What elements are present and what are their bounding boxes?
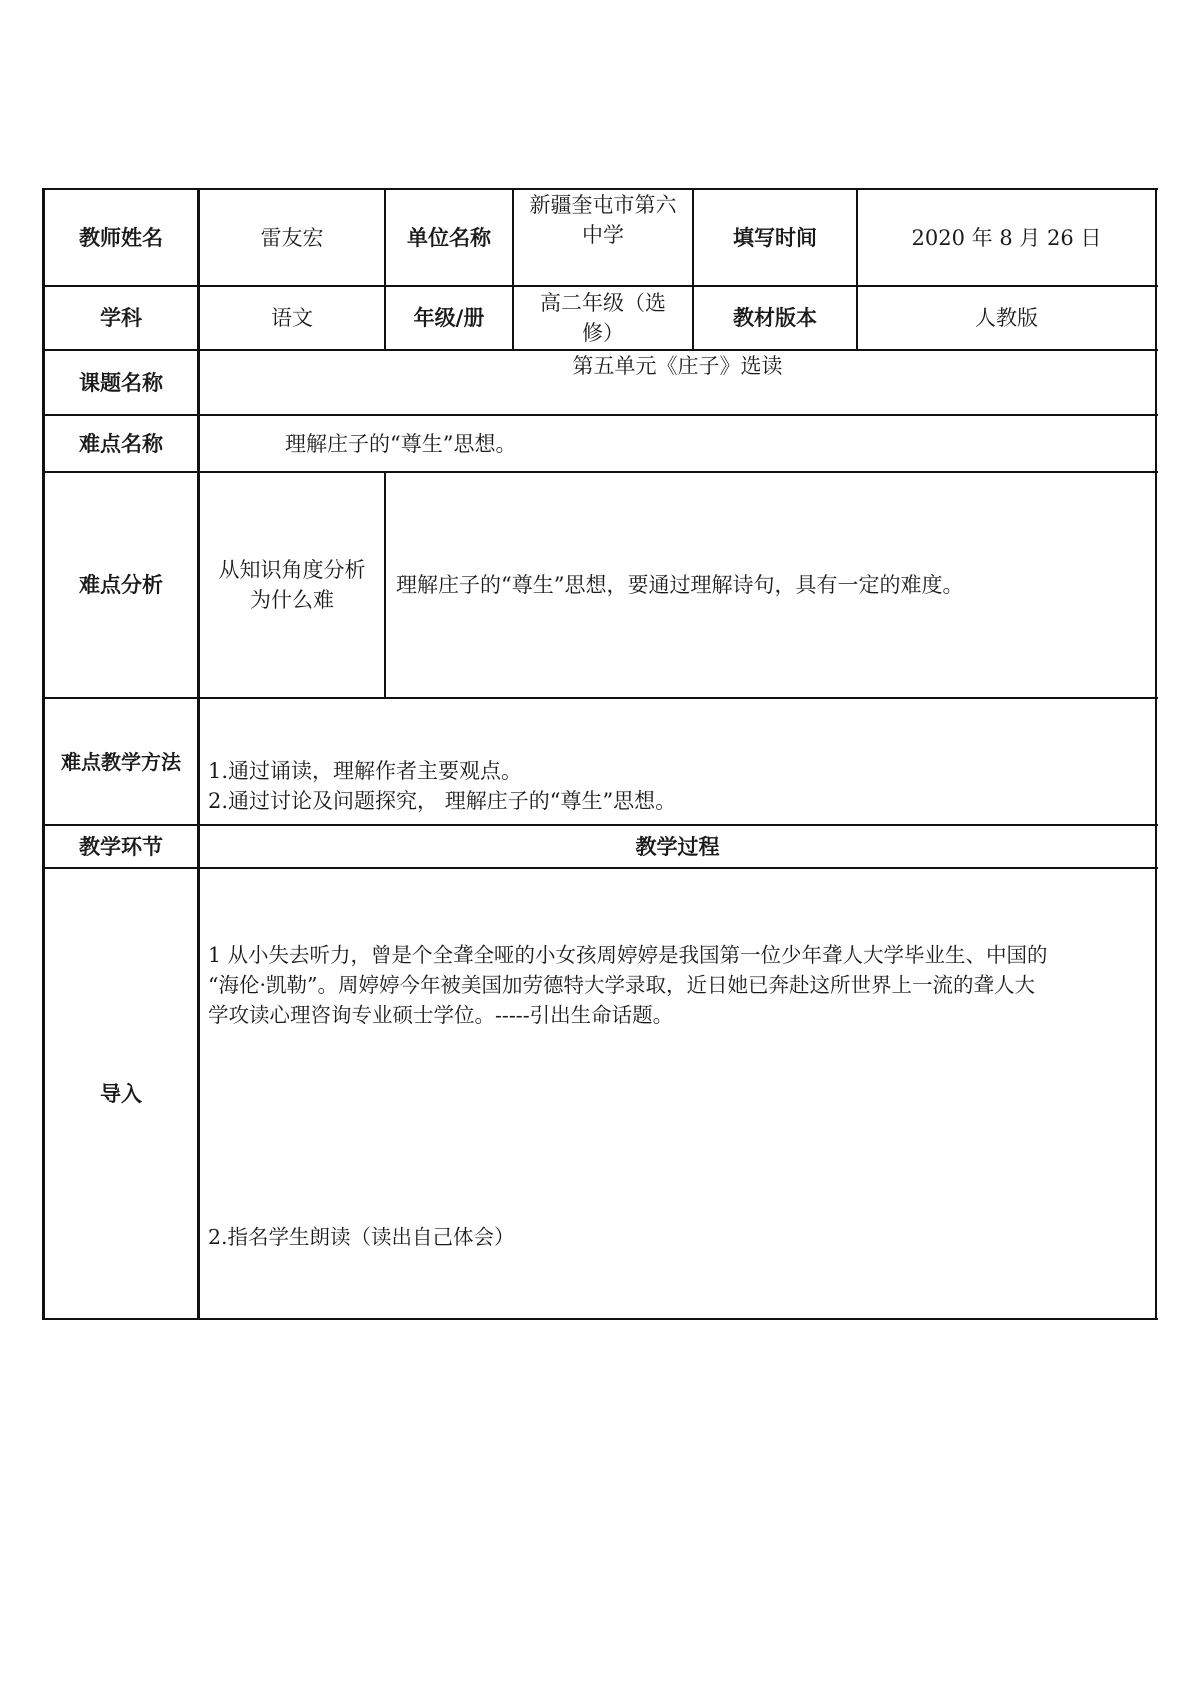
- textbook-label: 教材版本: [733, 306, 817, 330]
- analysis-sub-label-line2: 为什么难: [250, 588, 334, 612]
- grade-value-line2: 修）: [582, 321, 624, 345]
- intro-p1-line2: “海伦·凯勒”。周婷婷今年被美国加劳德特大学录取，近日她已奔赴这所世界上一流的聋人大: [208, 973, 1035, 997]
- method-item-1: 1.通过诵读，理解作者主要观点。: [208, 759, 523, 783]
- table-border-bottom: [42, 1318, 1158, 1320]
- method-list: [208, 699, 1155, 824]
- intro-paragraph-2: 2.指名学生朗读（读出自己体会）: [208, 1225, 515, 1249]
- row-divider: [42, 867, 1158, 869]
- difficulty-label: 难点名称: [79, 431, 163, 456]
- lesson-form-table: [42, 188, 1158, 1320]
- subject-value: 语文: [271, 306, 313, 330]
- intro-p1-line3: 学攻读心理咨询专业硕士学位。-----引出生命话题。: [208, 1003, 674, 1027]
- unit-value: [514, 190, 692, 250]
- stage-header: 教学环节: [79, 834, 163, 859]
- unit-label: 单位名称: [407, 225, 491, 250]
- unit-value-line1: 新疆奎屯市第六: [529, 193, 677, 217]
- fill-time-value: 2020 年 8 月 26 日: [911, 225, 1102, 250]
- method-item-2: 2.通过讨论及问题探究， 理解庄子的“尊生”思想。: [208, 789, 677, 813]
- grade-value-line1: 高二年级（选: [540, 291, 666, 315]
- intro-paragraph-1: [208, 940, 1153, 1030]
- textbook-value: 人教版: [975, 306, 1038, 330]
- grade-label: 年级/册: [413, 306, 485, 330]
- analysis-text: 理解庄子的“尊生”思想，要通过理解诗句，具有一定的难度。: [396, 573, 964, 597]
- unit-value-line2: 中学: [582, 223, 624, 247]
- teacher-name-label: 教师姓名: [79, 225, 163, 250]
- analysis-sub-label: [200, 473, 384, 697]
- intro-label: 导入: [100, 1081, 142, 1106]
- analysis-column-divider: [384, 471, 386, 698]
- analysis-sub-label-line1: 从知识角度分析: [218, 558, 366, 582]
- subject-label: 学科: [100, 306, 142, 330]
- grade-value: [514, 287, 692, 349]
- intro-p1-line1: 1 从小失去听力，曾是个全聋全哑的小女孩周婷婷是我国第一位少年聋人大学毕业生、中国的: [208, 943, 1048, 967]
- topic-value: 第五单元《庄子》选读: [572, 354, 783, 378]
- fill-time-label: 填写时间: [733, 225, 817, 250]
- difficulty-value: 理解庄子的“尊生”思想。: [285, 431, 517, 456]
- topic-label: 课题名称: [79, 370, 163, 395]
- table-border-right: [1155, 188, 1157, 1320]
- analysis-label: 难点分析: [79, 573, 163, 597]
- teacher-name-value: 雷友宏: [260, 225, 324, 250]
- process-header: 教学过程: [635, 834, 720, 859]
- method-label: 难点教学方法: [61, 749, 181, 774]
